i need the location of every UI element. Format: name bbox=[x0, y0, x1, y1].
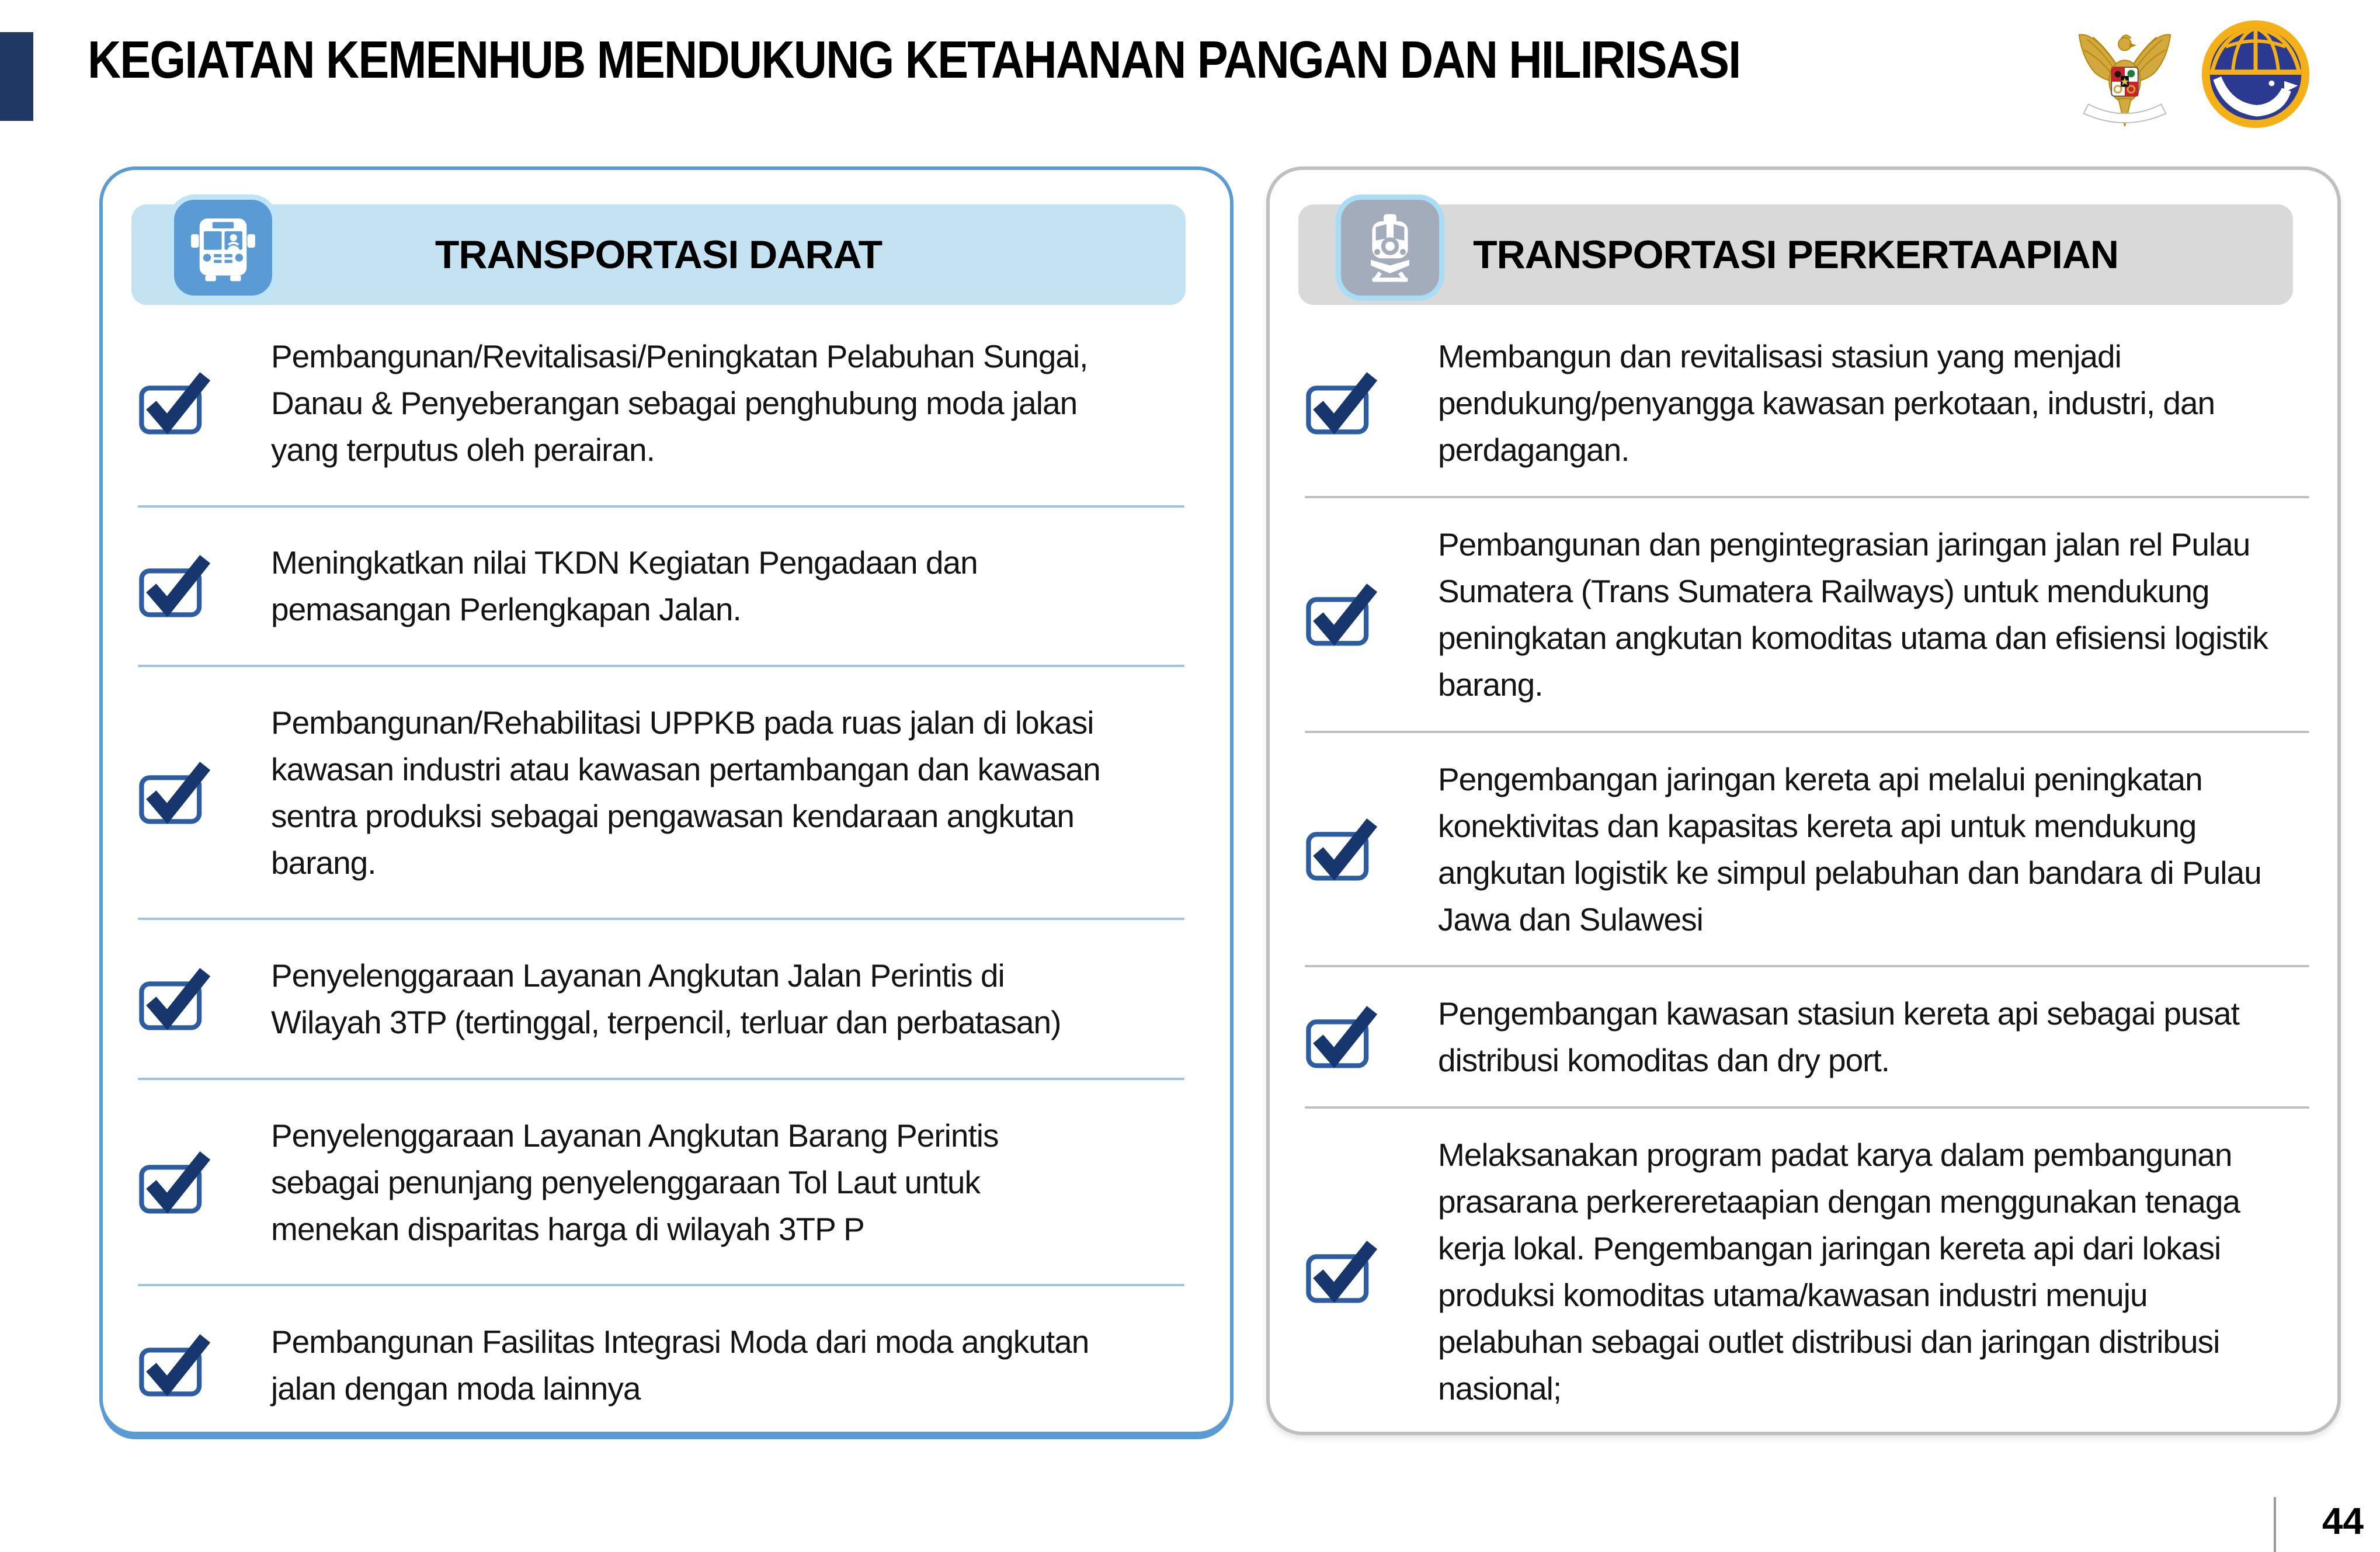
checklist-item bbox=[138, 1106, 1184, 1258]
checkbox-icon bbox=[138, 1333, 213, 1397]
train-icon bbox=[1336, 195, 1444, 301]
checkbox-icon bbox=[1305, 582, 1380, 647]
panel-header-perkeretaapian-label: TRANSPORTASI PERKERTAAPIAN bbox=[1473, 232, 2118, 277]
item-divider bbox=[1305, 731, 2309, 733]
item-divider bbox=[138, 665, 1184, 667]
checkbox-icon bbox=[1305, 371, 1380, 435]
item-divider bbox=[1305, 1106, 2309, 1109]
checklist-item-text: Meningkatkan nilai TKDN Kegiatan Pengadaan dan pemasangan Perlengkapan Jalan. bbox=[271, 544, 978, 628]
checkbox-icon bbox=[138, 1150, 213, 1214]
bus-icon bbox=[169, 195, 277, 301]
checkbox-icon bbox=[138, 554, 213, 618]
checklist-item bbox=[138, 1313, 1184, 1418]
checklist-item bbox=[1305, 515, 2309, 714]
checklist-item bbox=[138, 327, 1184, 479]
item-divider bbox=[138, 1078, 1184, 1080]
checklist-item-text: Pengembangan kawasan stasiun kereta api sebagai pusat distribusi komoditas dan dry port. bbox=[1438, 995, 2239, 1079]
checklist-perkeretaapian bbox=[1305, 327, 2309, 1418]
panel-header-perkeretaapian bbox=[1298, 204, 2293, 305]
checklist-darat bbox=[138, 327, 1184, 1418]
item-divider bbox=[138, 505, 1184, 508]
footer-divider bbox=[2274, 1497, 2276, 1552]
checklist-item-text: Penyelenggaraan Layanan Angkutan Barang Perintis sebagai penunjang penyelenggaraan Tol Laut untuk menekan disparitas harga di wilayah 3TP P bbox=[271, 1117, 999, 1247]
checkbox-icon bbox=[138, 371, 213, 435]
panel-transportasi-darat bbox=[99, 166, 1234, 1435]
panel-header-darat bbox=[131, 204, 1186, 305]
checkbox-icon bbox=[1305, 1005, 1380, 1069]
checklist-item-text: Pembangunan/Revitalisasi/Peningkatan Pelabuhan Sungai, Danau & Penyeberangan sebagai penghubung moda jalan yang terputus oleh perairan. bbox=[271, 338, 1088, 468]
checklist-item-text: Pembangunan/Rehabilitasi UPPKB pada ruas jalan di lokasi kawasan industri atau kawasan pertambangan dan kawasan sentra produksi sebagai pengawasan kendaraan angkutan barang. bbox=[271, 704, 1100, 881]
panel-transportasi-perkeretaapian bbox=[1266, 166, 2341, 1435]
checklist-item-text: Pembangunan Fasilitas Integrasi Moda dari moda angkutan jalan dengan moda lainnya bbox=[271, 1323, 1089, 1407]
checkbox-icon bbox=[138, 967, 213, 1031]
checklist-item bbox=[1305, 327, 2309, 479]
panel-header-darat-label: TRANSPORTASI DARAT bbox=[435, 232, 882, 277]
checklist-item bbox=[138, 946, 1184, 1051]
checklist-item-text: Pengembangan jaringan kereta api melalui peningkatan konektivitas dan kapasitas kereta api untuk mendukung angkutan logistik ke simpul pelabuhan dan bandara di Pulau Jawa dan Sulawesi bbox=[1438, 761, 2261, 938]
checklist-item-text: Melaksanakan program padat karya dalam pembangunan prasarana perkereretaapian dengan menggunakan tenaga kerja lokal. Pengembangan jaringan kereta api dari lokasi produksi komoditas utama/kawasan industri menuju pelabuhan sebagai outlet distribusi dan jaringan distribusi nasional; bbox=[1438, 1137, 2240, 1407]
checklist-item-text: Membangun dan revitalisasi stasiun yang menjadi pendukung/penyangga kawasan perkotaan, industri, dan perdagangan. bbox=[1438, 338, 2215, 468]
logo-group bbox=[2075, 16, 2313, 132]
item-divider bbox=[138, 918, 1184, 920]
page-title: KEGIATAN KEMENHUB MENDUKUNG KETAHANAN PANGAN DAN HILIRISASI bbox=[88, 31, 1740, 89]
title-accent-bar bbox=[0, 32, 33, 121]
checklist-item bbox=[1305, 750, 2309, 949]
item-divider bbox=[1305, 965, 2309, 967]
checkbox-icon bbox=[1305, 1239, 1380, 1304]
page-number: 44 bbox=[2322, 1500, 2364, 1542]
checkbox-icon bbox=[1305, 817, 1380, 881]
garuda-pancasila-logo bbox=[2075, 16, 2175, 132]
checklist-item-text: Pembangunan dan pengintegrasian jaringan jalan rel Pulau Sumatera (Trans Sumatera Railways) untuk mendukung peningkatan angkutan komoditas utama dan efisiensi logistik barang. bbox=[1438, 526, 2268, 703]
item-divider bbox=[138, 1284, 1184, 1286]
checkbox-icon bbox=[138, 761, 213, 825]
kemenhub-logo bbox=[2198, 17, 2313, 131]
checklist-item bbox=[138, 533, 1184, 638]
checklist-item bbox=[138, 693, 1184, 892]
checklist-item bbox=[1305, 984, 2309, 1089]
item-divider bbox=[1305, 496, 2309, 498]
checklist-item-text: Penyelenggaraan Layanan Angkutan Jalan Perintis di Wilayah 3TP (tertinggal, terpencil, terluar dan perbatasan) bbox=[271, 957, 1061, 1041]
checklist-item bbox=[1305, 1126, 2309, 1418]
